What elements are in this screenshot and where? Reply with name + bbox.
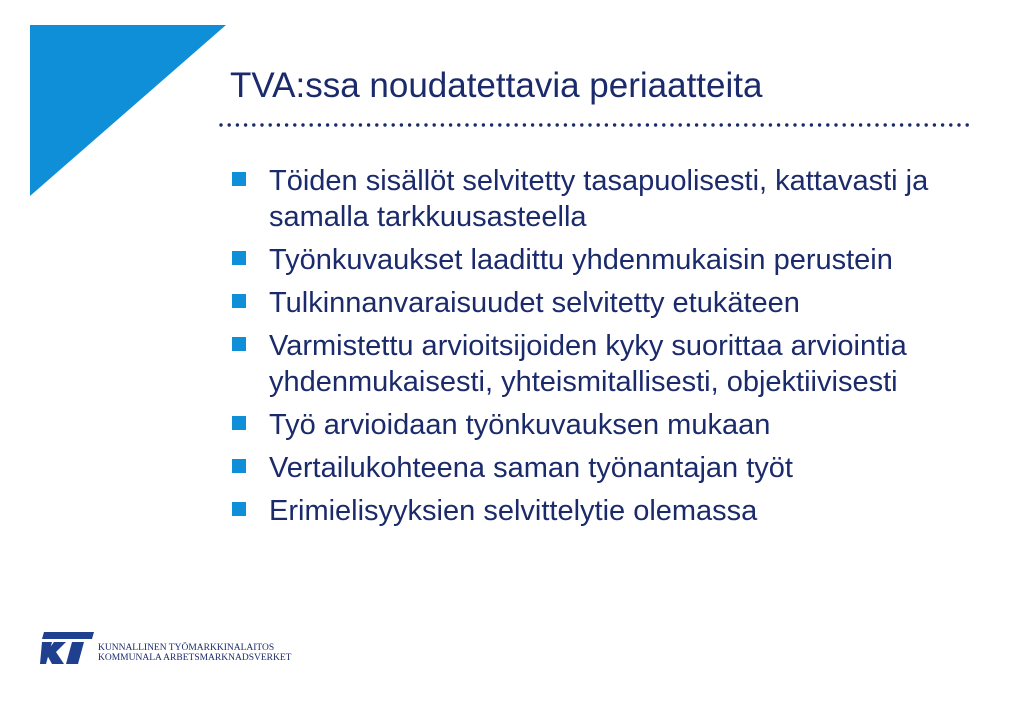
corner-triangle [30, 25, 226, 196]
bullet-item [230, 242, 990, 278]
bullet-item [230, 163, 990, 235]
bullet-square-icon [232, 294, 246, 308]
bullet-text: Tulkinnanvaraisuudet selvitetty etukäteen [269, 287, 800, 319]
bullet-text: Työ arvioidaan työnkuvauksen mukaan [269, 409, 771, 441]
bullet-text: Erimielisyyksien selvittelytie olemassa [269, 495, 758, 527]
bullet-item [230, 407, 990, 443]
slide-title: TVA:ssa noudatettavia periaatteita [230, 66, 763, 105]
bullet-list [230, 163, 990, 536]
bullet-text: Työnkuvaukset laadittu yhdenmukaisin perustein [269, 244, 893, 276]
bullet-square-icon [232, 459, 246, 473]
bullet-square-icon [232, 251, 246, 265]
bullet-item [230, 450, 990, 486]
bullet-item [230, 328, 990, 400]
bullet-item [230, 285, 990, 321]
bullet-square-icon [232, 337, 246, 351]
logo-text [98, 643, 291, 663]
corner-decoration [0, 0, 230, 200]
organization-logo [40, 630, 320, 670]
bullet-text: Varmistettu arvioitsijoiden kyky suorittaa arviointia yhdenmukaisesti, yhteismitallisesti, objektiivisesti [269, 330, 907, 398]
bullet-text: Vertailukohteena saman työnantajan työt [269, 452, 793, 484]
bullet-square-icon [232, 416, 246, 430]
dotted-title-rule [218, 119, 974, 131]
bullet-item [230, 493, 990, 529]
bullet-text: Töiden sisällöt selvitetty tasapuolisesti, kattavasti ja samalla tarkkuusasteella [269, 165, 929, 233]
bullet-square-icon [232, 502, 246, 516]
logo-text-line-2: KOMMUNALA ARBETSMARKNADSVERKET [98, 653, 292, 663]
logo-text-line-1: KUNNALLINEN TYÖMARKKINALAITOS [98, 643, 275, 653]
logo-mark-icon [40, 630, 98, 666]
bullet-square-icon [232, 172, 246, 186]
